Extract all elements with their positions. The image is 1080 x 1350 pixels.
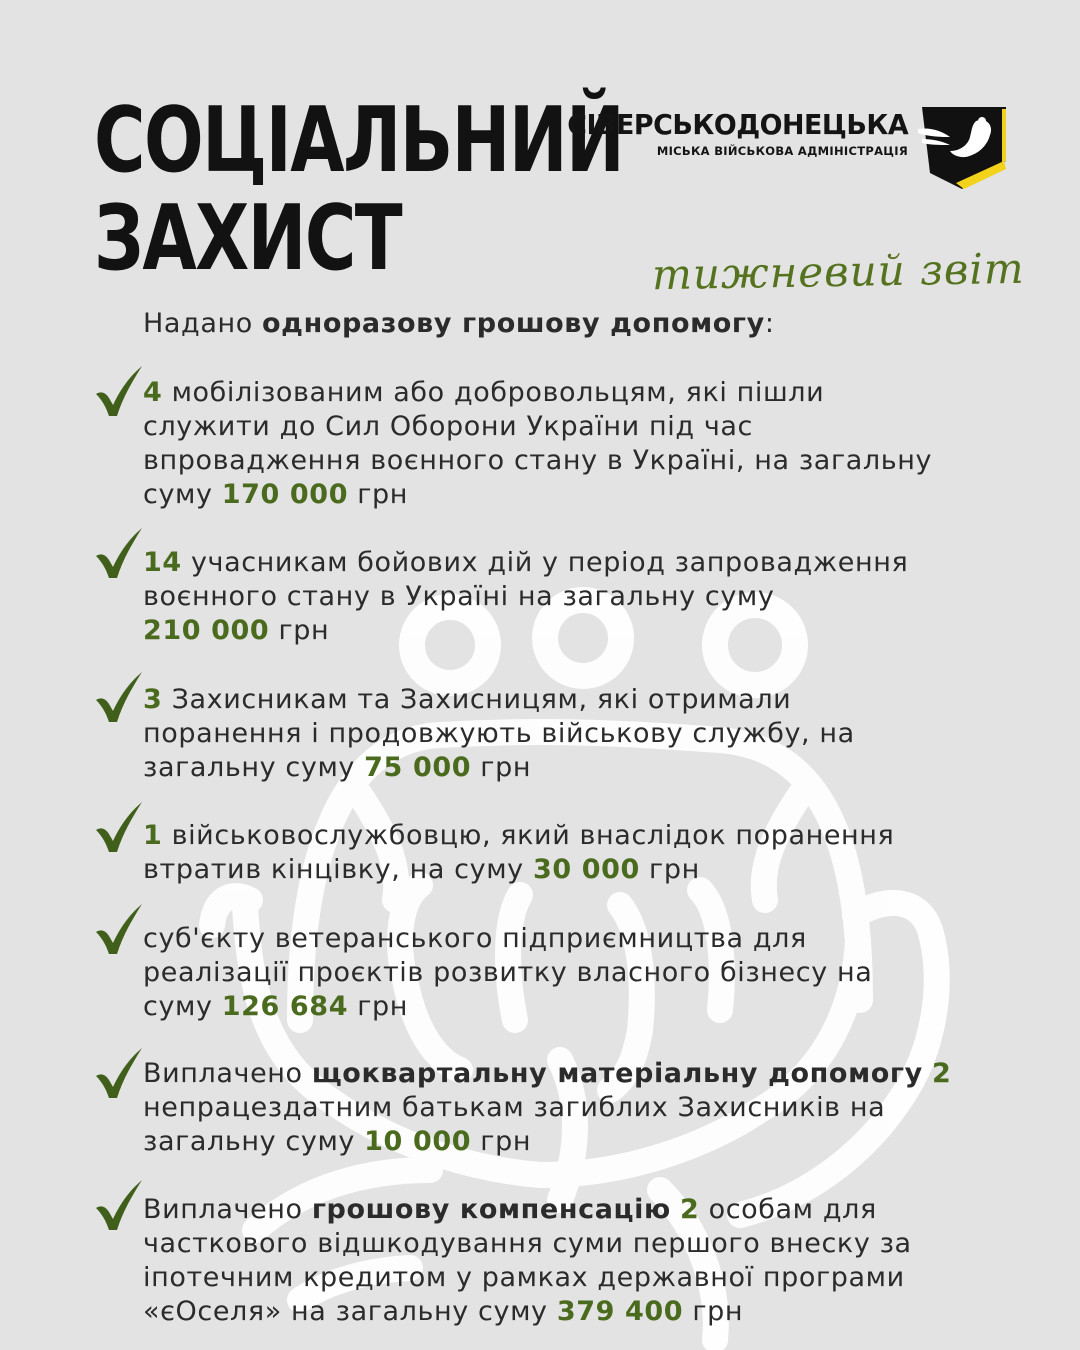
list-item (143, 546, 1003, 648)
recipient-count: 2 (680, 1194, 700, 1225)
currency-label: грн (348, 479, 409, 510)
currency-label: грн (348, 991, 409, 1022)
organization-logo-text (553, 108, 908, 158)
title-line-1: СОЦІАЛЬНИЙ (94, 88, 624, 193)
intro-emphasis: одноразову грошову допомогу (262, 308, 765, 339)
check-icon (92, 670, 144, 724)
city-emblem-icon (916, 103, 1008, 191)
page-title (94, 88, 624, 291)
recipient-count: 2 (932, 1058, 952, 1089)
currency-label: грн (471, 1126, 532, 1157)
amount-value: 379 400 (556, 1296, 684, 1327)
item-text: суму (143, 479, 222, 510)
intro-text (143, 308, 775, 339)
item-text: непрацездатним батькам загиблих Захисників на (143, 1092, 886, 1123)
organization-subtitle: МІСЬКА ВІЙСЬКОВА АДМІНІСТРАЦІЯ (656, 144, 908, 158)
list-item (143, 819, 1003, 887)
weekly-report-tagline: тижневий звіт (651, 243, 1026, 300)
item-emphasis: щоквартальну матеріальну допомогу (311, 1058, 923, 1089)
item-text: воєнного стану в Україні на загальну суму (143, 581, 775, 612)
list-item (143, 922, 1003, 1024)
list-item (143, 683, 1003, 785)
check-icon (92, 902, 144, 956)
item-text: Виплачено (143, 1058, 312, 1089)
item-text: військовослужбовцю, який внаслідок поранення (162, 820, 895, 851)
intro-suffix: : (764, 308, 775, 339)
amount-value: 10 000 (364, 1126, 472, 1157)
item-text: втратив кінцівку, на суму (143, 854, 533, 885)
currency-label: грн (471, 752, 532, 783)
item-text: суб'єкту ветеранського підприємництва для (143, 923, 807, 954)
organization-name: СІВЕРСЬКОДОНЕЦЬКА (567, 108, 909, 141)
check-icon (92, 1178, 144, 1232)
item-text (923, 1058, 932, 1089)
item-text: суму (143, 991, 222, 1022)
item-text: загальну суму (143, 1126, 365, 1157)
item-text: Захисникам та Захисницям, які отримали (162, 684, 792, 715)
item-text: мобілізованим або добровольцям, які пішли (162, 377, 825, 408)
currency-label: грн (269, 615, 330, 646)
item-emphasis: грошову компенсацію (311, 1194, 671, 1225)
amount-value: 170 000 (221, 479, 349, 510)
currency-label: грн (683, 1296, 744, 1327)
amount-value: 126 684 (221, 991, 349, 1022)
list-item (143, 1057, 1003, 1159)
item-text: загальну суму (143, 752, 365, 783)
item-text: Виплачено (143, 1194, 312, 1225)
item-text: учасникам бойових дій у період запровадження (181, 547, 909, 578)
recipient-count: 3 (143, 684, 163, 715)
item-text: часткового відшкодування суми першого внеску за (143, 1228, 912, 1259)
amount-value: 30 000 (532, 854, 640, 885)
check-icon (92, 800, 144, 854)
item-text: іпотечним кредитом у рамках державної програми (143, 1262, 905, 1293)
list-item (143, 1193, 1003, 1329)
check-icon (92, 1046, 144, 1100)
item-text: поранення і продовжують військову службу, на (143, 718, 855, 749)
item-text: служити до Сил Оборони України під час (143, 411, 753, 442)
item-text: особам для (699, 1194, 877, 1225)
amount-value: 210 000 (143, 615, 270, 646)
currency-label: грн (639, 854, 700, 885)
item-text (671, 1194, 680, 1225)
check-icon (92, 364, 144, 418)
title-line-2: ЗАХИСТ (94, 186, 402, 291)
item-text: впровадження воєнного стану в Україні, на загальну (143, 445, 933, 476)
recipient-count: 14 (143, 547, 182, 578)
check-icon (92, 526, 144, 580)
list-item (143, 376, 1003, 512)
item-text: реалізації проєктів розвитку власного бізнесу на (143, 957, 873, 988)
recipient-count: 4 (143, 377, 163, 408)
intro-prefix: Надано (143, 308, 263, 339)
recipient-count: 1 (143, 820, 163, 851)
amount-value: 75 000 (364, 752, 472, 783)
item-text: «єОселя» на загальну суму (143, 1296, 557, 1327)
